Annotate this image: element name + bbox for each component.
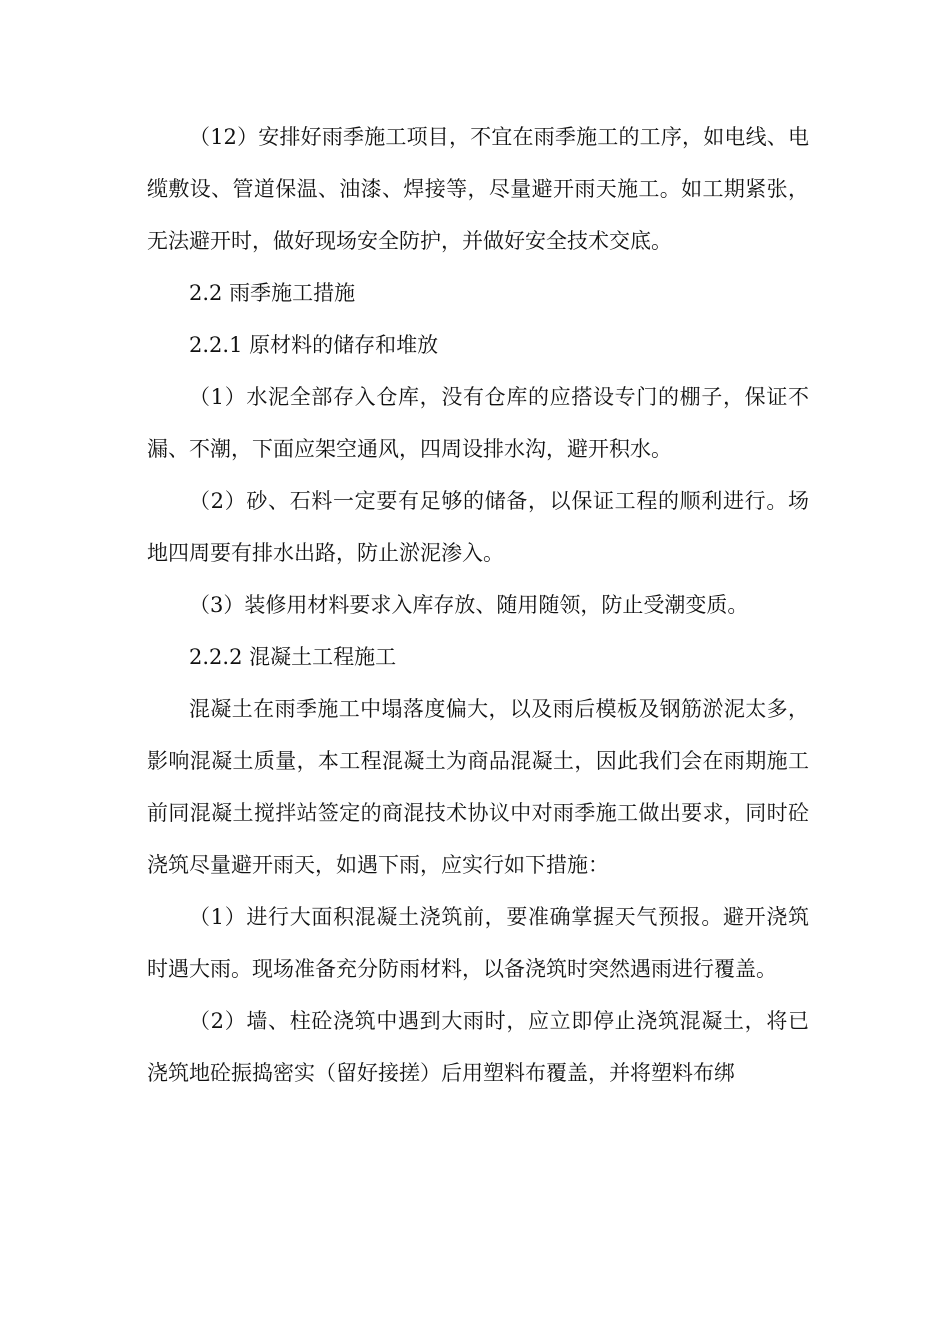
paragraph-decoration-materials: （3）装修用材料要求入库存放、随用随领，防止受潮变质。	[189, 593, 749, 617]
subsection-heading-2-2-1: 2.2.1 原材料的储存和堆放	[189, 333, 439, 357]
section-heading-2-2: 2.2 雨季施工措施	[189, 281, 356, 305]
paragraph-concrete-measure-1: （1）进行大面积混凝土浇筑前，要准确掌握天气预报。避开浇筑时遇大雨。现场准备充分防雨材料，以备浇筑时突然遇雨进行覆盖。	[147, 905, 809, 981]
paragraph-concrete-measure-2: （2）墙、柱砼浇筑中遇到大雨时，应立即停止浇筑混凝土，将已浇筑地砼振捣密实（留好接搓）后用塑料布覆盖，并将塑料布绑	[147, 1009, 809, 1085]
paragraph-sand-stone-reserve: （2）砂、石料一定要有足够的储备，以保证工程的顺利进行。场地四周要有排水出路，防止淤泥渗入。	[147, 489, 809, 565]
document-body	[147, 111, 809, 1099]
paragraph-cement-storage: （1）水泥全部存入仓库，没有仓库的应搭设专门的棚子，保证不漏、不潮，下面应架空通风，四周设排水沟，避开积水。	[147, 385, 809, 461]
paragraph-concrete-intro: 混凝土在雨季施工中塌落度偏大，以及雨后模板及钢筋淤泥太多，影响混凝土质量，本工程混凝土为商品混凝土，因此我们会在雨期施工前同混凝土搅拌站签定的商混技术协议中对雨季施工做出要求，同时砼浇筑尽量避开雨天，如遇下雨，应实行如下措施：	[147, 697, 809, 877]
subsection-heading-2-2-2: 2.2.2 混凝土工程施工	[189, 645, 397, 669]
paragraph-rainy-season-scheduling: （12）安排好雨季施工项目，不宜在雨季施工的工序，如电线、电缆敷设、管道保温、油漆、焊接等，尽量避开雨天施工。如工期紧张，无法避开时，做好现场安全防护，并做好安全技术交底。	[147, 125, 809, 253]
